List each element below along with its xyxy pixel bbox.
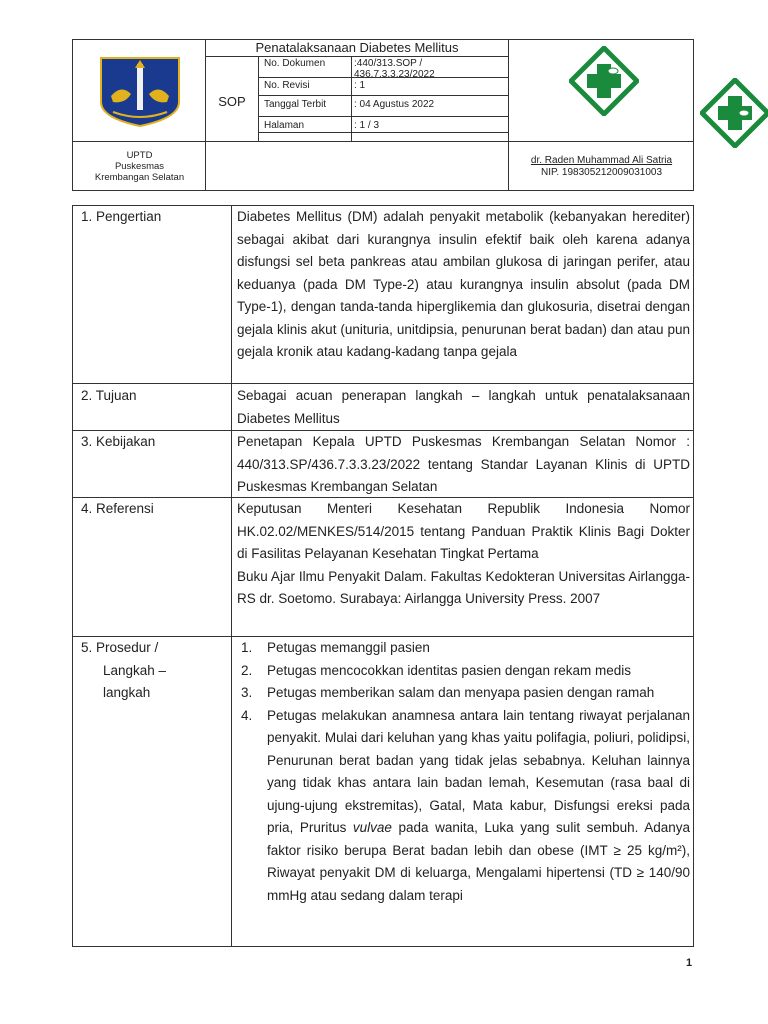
referensi-item-2: Buku Ajar Ilmu Penyakit Dalam. Fakultas Kedokteran Universitas Airlangga-RS dr. Soetomo. Surabaya: Airlangga University Press. 2007 (237, 568, 690, 606)
section-label-prosedur: 5. Prosedur / Langkah – langkah (81, 640, 167, 700)
list-item: 4. Petugas melakukan anamnesa antara lain tentang riwayat perjalanan penyakit. Mulai dari keluhan yang khas yaitu polifagia, poliuri, polidipsi, Penurunan berat badan yang tidak jelas sebabnya. Keluhan lainnya yang tidak khas antara lain badan lemah, Kesemutan (rasa baal di ujung-ujung ekstremitas), Gatal, Mata kabur, Disfungsi ereksi pada pria, Pruritus vulvae pada wanita, Luka yang sulit sembuh. Adanya faktor risiko berupa Berat badan lebih dan obese (IMT ≥ 25 kg/m²), Riwayat penyakit DM di keluarga, Mengalami hipertensi (TD ≥ 140/90 mmHg atau sedang dalam terapi (241, 707, 690, 903)
section-text-pengertian: Diabetes Mellitus (DM) adalah penyakit metabolik (kebanyakan herediter) sebagai akibat dari kurangnya insulin efektif baik oleh karena adanya disfungsi sel beta pankreas atau ambilan glukosa di jaringan perifer, atau keduanya (pada DM Type-2) atau kurangnya insulin absolut (pada DM Type-1), dengan tanda-tanda hiperglikemia dan glukosuria, disetrai dengan gejala klinis akut (unituria, unitdipsia, penurunan berat badan) dan atau pun gejala kronik atau kadang-kadang tanpa gejala (237, 209, 690, 359)
procedure-steps-list (237, 637, 690, 907)
page-number: 1 (686, 957, 693, 969)
section-label-pengertian: 1. Pengertian (81, 209, 162, 224)
section-label-kebijakan: 3. Kebijakan (81, 434, 156, 449)
section-label-referensi: 4. Referensi (81, 501, 154, 516)
meta-value-tanggal: : 04 Agustus 2022 (354, 99, 435, 110)
list-item: 3. Petugas memberikan salam dan menyapa pasien dengan ramah (241, 685, 655, 700)
meta-label-tanggal: Tanggal Terbit (264, 99, 327, 110)
city-crest-logo (95, 54, 185, 128)
meta-value-dokumen: :440/313.SOP / 436.7.3.3.23/2022 (354, 58, 435, 80)
meta-label-halaman: Halaman (264, 120, 305, 131)
sop-label: SOP (218, 94, 246, 109)
document-title: Penatalaksanaan Diabetes Mellitus (255, 40, 459, 55)
meta-label-revisi: No. Revisi (264, 80, 310, 91)
puskesmas-logo-margin (700, 78, 768, 148)
section-text-tujuan: Sebagai acuan penerapan langkah – langkah untuk penatalaksanaan Diabetes Mellitus (237, 388, 690, 426)
list-item: 2. Petugas mencocokkan identitas pasien dengan rekam medis (241, 662, 631, 678)
signatory (509, 155, 694, 179)
section-label-tujuan: 2. Tujuan (81, 388, 137, 403)
meta-label-dokumen: No. Dokumen (264, 58, 326, 69)
organization-name: UPTD Puskesmas Krembangan Selatan (94, 150, 185, 183)
meta-value-halaman: : 1 / 3 (354, 120, 380, 131)
referensi-item-1: Keputusan Menteri Kesehatan Republik Indonesia Nomor HK.02.02/MENKES/514/2015 tentang Panduan Praktik Klinis Bagi Dokter di Fasilitas Pelayanan Kesehatan Tingkat Pertama (237, 501, 690, 561)
signatory-name: dr. Raden Muhammad Ali Satria (530, 155, 673, 166)
list-item: 1. Petugas memanggil pasien (241, 640, 430, 655)
sop-content-table (72, 205, 694, 947)
section-text-referensi (237, 498, 690, 611)
signatory-nip: NIP. 198305212009031003 (540, 167, 663, 178)
meta-value-revisi: : 1 (354, 80, 366, 91)
section-text-kebijakan: Penetapan Kepala UPTD Puskesmas Krembangan Selatan Nomor : 440/313.SP/436.7.3.3.23/2022 tentang Standar Layanan Klinis di UPTD Puskesmas Krembangan Selatan (237, 434, 690, 494)
document-header (72, 39, 694, 191)
puskesmas-logo (569, 46, 639, 116)
